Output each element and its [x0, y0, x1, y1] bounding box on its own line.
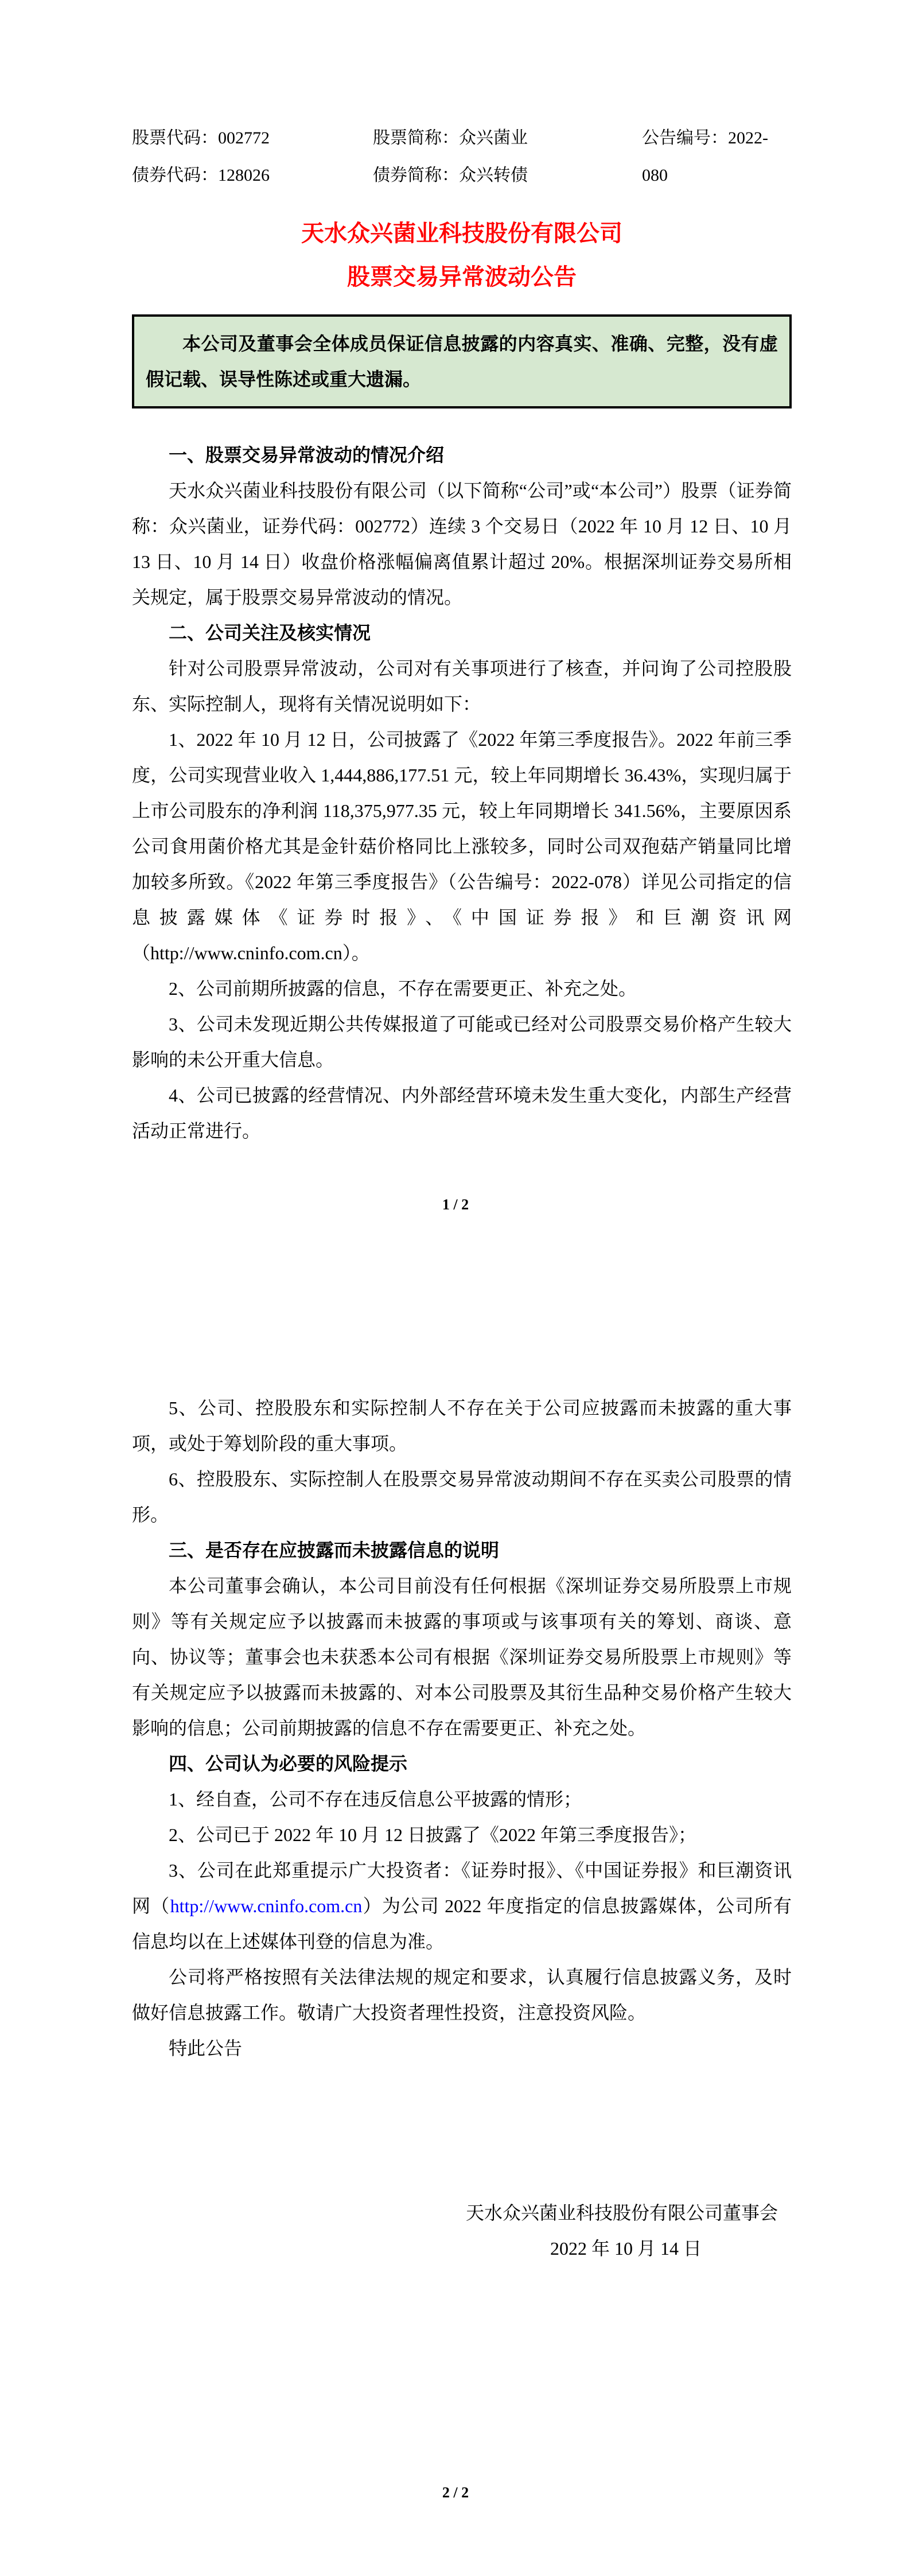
disclaimer-box	[132, 314, 792, 408]
section4-item-2: 2、公司已于 2022 年 10 月 12 日披露了《2022 年第三季度报告》；	[169, 1824, 697, 1845]
page-2	[0, 1288, 911, 2576]
disclaimer-text: 本公司及董事会全体成员保证信息披露的内容真实、准确、完整，没有虚假记载、误导性陈述或重大遗漏。	[146, 333, 778, 390]
cninfo-link[interactable]: http://www.cninfo.com.cn	[170, 1896, 363, 1916]
doc-header	[132, 119, 792, 194]
section2-item-3: 3、公司未发现近期公共传媒报道了可能或已经对公司股票交易价格产生较大影响的未公开重大信息。	[132, 1014, 792, 1070]
header-announcement-column	[642, 119, 792, 194]
doc-title-line1: 天水众兴菌业科技股份有限公司	[301, 220, 622, 246]
section4-item-3	[132, 1853, 792, 1959]
section2-intro: 针对公司股票异常波动，公司对有关事项进行了核查，并问询了公司控股股东、实际控制人，现将有关情况说明如下：	[132, 658, 792, 714]
section1-para: 天水众兴菌业科技股份有限公司（以下简称“公司”或“本公司”）股票（证券简称：众兴菌业，证券代码：002772）连续 3 个交易日（2022 年 10 月 12 日、10 月 13 日、10 月 14 日）收盘价格涨幅偏离值累计超过 20%。根据深圳证券交易所相关规定，属于股票交易异常波动的情况。	[132, 480, 792, 608]
page1-number: 1 / 2	[442, 1196, 469, 1213]
bond-code-text: 债券代码：128026	[132, 166, 270, 185]
section2-item-6: 6、控股股东、实际控制人在股票交易异常波动期间不存在买卖公司股票的情形。	[132, 1469, 792, 1525]
signature-block	[132, 2195, 792, 2266]
header-names-column	[373, 119, 642, 194]
announcement-no-text: 公告编号：2022-080	[642, 129, 768, 185]
doc-title	[132, 219, 792, 291]
section4-item3-pre: 3、公司在此郑重提示广大投资者：《证券时报》、《中国证券报》和巨潮资讯网（	[132, 1860, 792, 1916]
page2-number: 2 / 2	[442, 2484, 469, 2501]
signature-date: 2022 年 10 月 14 日	[550, 2238, 702, 2259]
page2-body	[132, 1390, 792, 2066]
section2-item-4: 4、公司已披露的经营情况、内外部经营环境未发生重大变化，内部生产经营活动正常进行。	[132, 1085, 792, 1141]
section2-item-2: 2、公司前期所披露的信息，不存在需要更正、补充之处。	[169, 978, 637, 999]
stock-name-text: 股票简称：众兴菌业	[373, 129, 528, 147]
section2-item-1: 1、2022 年 10 月 12 日，公司披露了《2022 年第三季度报告》。2022 年前三季度，公司实现营业收入 1,444,886,177.51 元，较上年同期增长 36.43%，实现归属于上市公司股东的净利润 118,375,977.35 元，较上年同期增长 341.56%，主要原因系公司食用菌价格尤其是金针菇价格同比上涨较多，同时公司双孢菇产销量同比增加较多所致。《2022 年第三季度报告》（公告编号：2022-078）详见公司指定的信息披露媒体《证券时报》、《中国证券报》和巨潮资讯网（http://www.cninfo.com.cn）。	[132, 729, 792, 963]
conclusion-text: 特此公告	[169, 2038, 243, 2059]
page1-body	[132, 437, 792, 1149]
section4-closing: 公司将严格按照有关法律法规的规定和要求，认真履行信息披露义务，及时做好信息披露工作。敬请广大投资者理性投资，注意投资风险。	[132, 1967, 792, 2023]
signature-company: 天水众兴菌业科技股份有限公司董事会	[465, 2203, 778, 2223]
section4-heading: 四、公司认为必要的风险提示	[169, 1753, 408, 1774]
section2-heading: 二、公司关注及核实情况	[169, 622, 371, 643]
doc-title-line2: 股票交易异常波动公告	[347, 264, 577, 290]
section3-body: 本公司董事会确认，本公司目前没有任何根据《深圳证券交易所股票上市规则》等有关规定应予以披露而未披露的事项或与该事项有关的筹划、商谈、意向、协议等；董事会也未获悉本公司有根据《深圳证券交易所股票上市规则》等有关规定应予以披露而未披露的、对本公司股票及其衍生品种交易价格产生较大影响的信息；公司前期披露的信息不存在需要更正、补充之处。	[132, 1575, 792, 1738]
header-codes-column	[132, 119, 373, 194]
section4-item-1: 1、经自查，公司不存在违反信息公平披露的情形；	[169, 1789, 582, 1810]
bond-name-text: 债券简称：众兴转债	[373, 166, 528, 185]
section2-item-5: 5、公司、控股股东和实际控制人不存在关于公司应披露而未披露的重大事项，或处于筹划阶段的重大事项。	[132, 1398, 792, 1454]
stock-code-text: 股票代码：002772	[132, 129, 270, 147]
section3-heading: 三、是否存在应披露而未披露信息的说明	[169, 1540, 500, 1561]
section1-heading: 一、股票交易异常波动的情况介绍	[169, 445, 445, 465]
section4-item3-post: ）为公司 2022 年度指定的信息披露媒体，公司所有信息均以在上述媒体刊登的信息为准。	[132, 1896, 792, 1952]
